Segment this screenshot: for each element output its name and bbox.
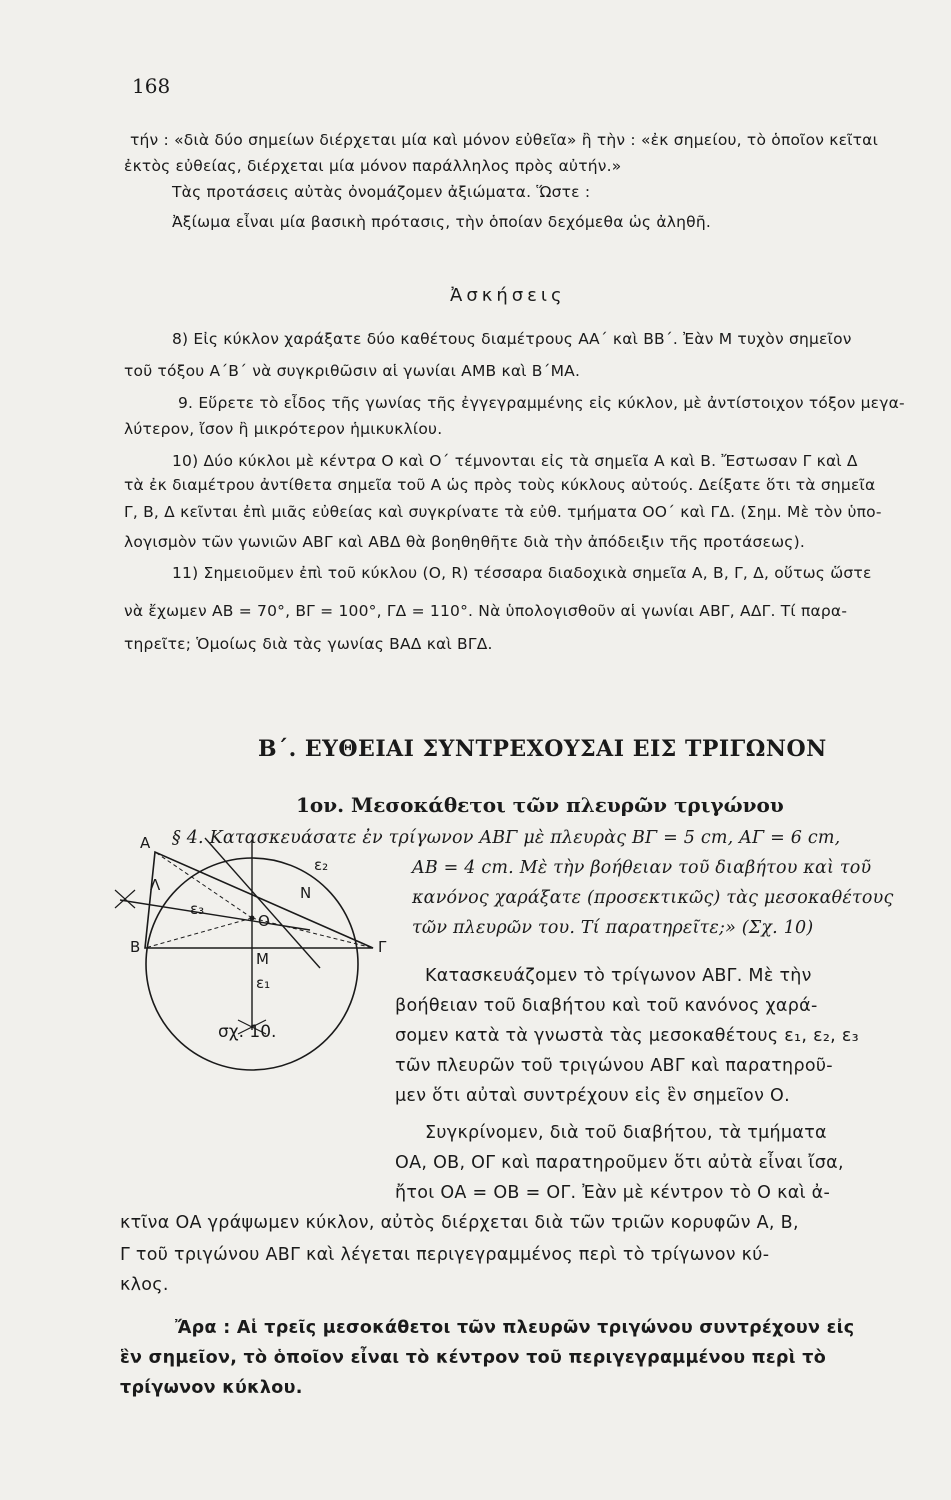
page-number: 168: [132, 74, 171, 98]
figure-caption: σχ. 10.: [218, 1022, 277, 1042]
label-l: Λ: [150, 876, 161, 894]
body-line: ἤτοι ΟΑ = ΟΒ = ΟΓ. Ἐὰν μὲ κέντρον τὸ Ο καὶ ἀ-: [395, 1183, 831, 1203]
task-line: τῶν πλευρῶν του. Τί παρατηρεῖτε;» (Σχ. 10): [412, 918, 814, 938]
segment-ob: [145, 918, 252, 948]
point-o: [250, 916, 255, 921]
conclusion-line: ἓν σημεῖον, τὸ ὁποῖον εἶναι τὸ κέντρον τοῦ περιγεγραμμένου περὶ τὸ: [120, 1348, 827, 1368]
label-a: Α: [140, 834, 151, 852]
task-line: ΑΒ = 4 cm. Μὲ τὴν βοήθειαν τοῦ διαβήτου καὶ τοῦ: [412, 858, 872, 878]
section-title: Β΄. ΕΥΘΕΙΑΙ ΣΥΝΤΡΕΧΟΥΣΑΙ ΕΙΣ ΤΡΙΓΩΝΟΝ: [258, 736, 827, 762]
label-b: Β: [130, 938, 141, 956]
task-line: κανόνος χαράξατε (προσεκτικῶς) τὰς μεσοκαθέτους: [412, 888, 894, 908]
label-o: Ο: [258, 912, 270, 930]
conclusion-line: Ἄρα : Αἱ τρεῖς μεσοκάθετοι τῶν πλευρῶν τριγώνου συντρέχουν εἰς: [175, 1318, 855, 1338]
axiom-definition: Ἀξίωμα εἶναι μία βασικὴ πρότασις, τὴν ὁποίαν δεχόμεθα ὡς ἀληθῆ.: [172, 213, 711, 231]
exercise-line: 10) Δύο κύκλοι μὲ κέντρα Ο καὶ Ο΄ τέμνονται εἰς τὰ σημεῖα Α καὶ Β. Ἔστωσαν Γ καὶ Δ: [172, 452, 858, 470]
label-e1: ε₁: [256, 974, 271, 992]
body-line: Γ τοῦ τριγώνου ΑΒΓ καὶ λέγεται περιγεγραμμένος περὶ τὸ τρίγωνον κύ-: [120, 1245, 770, 1265]
intro-line: Τὰς προτάσεις αὐτὰς ὀνομάζομεν ἀξιώματα. Ὥστε :: [172, 183, 591, 201]
task-line: § 4. Κατασκευάσατε ἐν τρίγωνον ΑΒΓ μὲ πλευρὰς ΒΓ = 5 cm, ΑΓ = 6 cm,: [172, 828, 841, 848]
body-line: Συγκρίνομεν, διὰ τοῦ διαβήτου, τὰ τμήματα: [425, 1123, 827, 1143]
exercise-line: 9. Εὕρετε τὸ εἶδος τῆς γωνίας τῆς ἐγγεγραμμένης εἰς κύκλον, μὲ ἀντίστοιχον τόξον μεγα-: [178, 394, 905, 412]
label-m: Μ: [256, 950, 269, 968]
exercise-line: τοῦ τόξου Α΄Β΄ νὰ συγκριθῶσιν αἱ γωνίαι ΑΜΒ καὶ Β΄ΜΑ.: [124, 362, 581, 380]
subsection-title: 1ον. Μεσοκάθετοι τῶν πλευρῶν τριγώνου: [296, 793, 784, 817]
label-n: Ν: [300, 884, 312, 902]
exercise-line: 11) Σημειοῦμεν ἐπὶ τοῦ κύκλου (Ο, R) τέσσαρα διαδοχικὰ σημεῖα Α, Β, Γ, Δ, οὕτως ὥστε: [172, 564, 872, 582]
label-e3: ε₃: [190, 900, 205, 918]
body-line: βοήθειαν τοῦ διαβήτου καὶ τοῦ κανόνος χαρά-: [395, 996, 818, 1016]
exercise-line: λύτερον, ἴσον ἢ μικρότερον ἡμικυκλίου.: [124, 420, 443, 438]
exercise-line: τηρεῖτε; Ὁμοίως διὰ τὰς γωνίας ΒΑΔ καὶ ΒΓΔ.: [124, 635, 493, 653]
exercise-line: λογισμὸν τῶν γωνιῶν ΑΒΓ καὶ ΑΒΔ θὰ βοηθηθῆτε διὰ τὴν ἀπόδειξιν τῆς προτάσεως).: [124, 533, 805, 551]
exercise-line: τὰ ἐκ διαμέτρου ἀντίθετα σημεῖα τοῦ Α ὡς πρὸς τοὺς κύκλους αὐτούς. Δείξατε ὅτι τὰ σημεῖα: [124, 476, 876, 494]
body-line: κτῖνα ΟΑ γράψωμεν κύκλον, αὐτὸς διέρχεται διὰ τῶν τριῶν κορυφῶν Α, Β,: [120, 1213, 799, 1233]
exercise-line: Γ, Β, Δ κεῖνται ἐπὶ μιᾶς εὐθείας καὶ συγκρίνατε τὰ εὐθ. τμήματα ΟΟ΄ καὶ ΓΔ. (Σημ. Μὲ τὸν ὑπο-: [124, 503, 882, 521]
intro-line: τήν : «διὰ δύο σημείων διέρχεται μία καὶ μόνον εὐθεῖα» ἢ τὴν : «ἐκ σημείου, τὸ ὁποῖον κεῖται: [130, 131, 879, 149]
conclusion-line: τρίγωνον κύκλου.: [120, 1378, 303, 1398]
intro-line: ἐκτὸς εὐθείας, διέρχεται μία μόνον παράλληλος πρὸς αὐτήν.»: [124, 157, 622, 175]
body-line: σομεν κατὰ τὰ γνωστὰ τὰς μεσοκαθέτους ε₁, ε₂, ε₃: [395, 1026, 859, 1046]
body-line: ΟΑ, ΟΒ, ΟΓ καὶ παρατηροῦμεν ὅτι αὐτὰ εἶναι ἴσα,: [395, 1153, 844, 1173]
exercise-line: 8) Εἰς κύκλον χαράξατε δύο καθέτους διαμέτρους ΑΑ΄ καὶ ΒΒ΄. Ἐὰν Μ τυχὸν σημεῖον: [172, 330, 852, 348]
exercise-line: νὰ ἔχωμεν ΑΒ = 70°, ΒΓ = 100°, ΓΔ = 110°. Νὰ ὑπολογισθοῦν αἱ γωνίαι ΑΒΓ, ΑΔΓ. Τί παρα-: [124, 602, 848, 620]
body-line: μεν ὅτι αὐταὶ συντρέχουν εἰς ἓν σημεῖον Ο.: [395, 1086, 790, 1106]
body-line: κλος.: [120, 1275, 169, 1295]
segment-og: [252, 918, 373, 948]
body-line: Κατασκευάζομεν τὸ τρίγωνον ΑΒΓ. Μὲ τὴν: [425, 966, 812, 986]
label-e2: ε₂: [314, 856, 329, 874]
body-line: τῶν πλευρῶν τοῦ τριγώνου ΑΒΓ καὶ παρατηροῦ-: [395, 1056, 833, 1076]
label-g: Γ: [378, 938, 387, 956]
exercises-title: Ἀσκήσεις: [450, 285, 566, 306]
